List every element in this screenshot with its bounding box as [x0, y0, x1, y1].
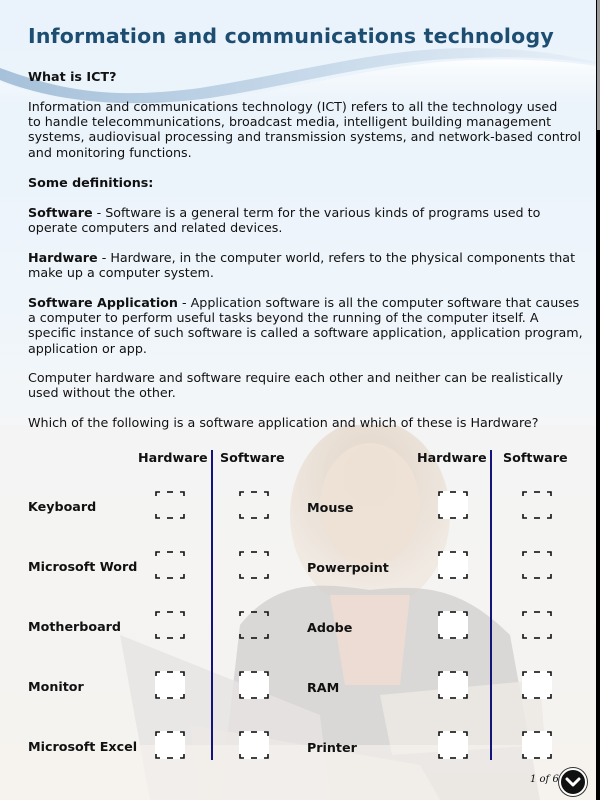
what-is-ict-paragraph: [28, 99, 583, 160]
definition-text: - Software is a general term for the various kinds of programs used to: [92, 205, 541, 220]
dashed-corners-icon: [438, 551, 468, 579]
dashed-corners-icon: [239, 671, 269, 699]
left-hardware-column-header: Hardware: [138, 450, 208, 465]
powerpoint-software-drop-box[interactable]: [522, 551, 552, 579]
microsoft-word-hardware-drop-box[interactable]: [155, 551, 185, 579]
keyboard-hardware-drop-box[interactable]: [155, 491, 185, 519]
dashed-corners-icon: [438, 671, 468, 699]
software-application-term: Software Application: [28, 295, 178, 310]
scrollbar[interactable]: [596, 0, 600, 800]
quiz-item-ram: RAM: [307, 680, 340, 695]
paragraph-line: and monitoring functions.: [28, 144, 192, 160]
quiz-question: Which of the following is a software application and which of these is Hardware?: [28, 415, 539, 430]
microsoft-excel-hardware-drop-box[interactable]: [155, 731, 185, 759]
motherboard-software-drop-box[interactable]: [239, 611, 269, 639]
dashed-corners-icon: [522, 491, 552, 519]
dashed-corners-icon: [522, 671, 552, 699]
software-definition: [28, 205, 583, 235]
what-is-ict-heading: What is ICT?: [28, 69, 117, 84]
hardware-term: Hardware: [28, 250, 98, 265]
paragraph-line: used without the other.: [28, 385, 176, 401]
software-term: Software: [28, 205, 93, 220]
keyboard-software-drop-box[interactable]: [239, 491, 269, 519]
paragraph-line: systems, audiovisual processing and transmission systems, and network-based control: [28, 129, 581, 145]
definition-text: - Hardware, in the computer world, refers to the physical components that: [97, 250, 576, 265]
ram-hardware-drop-box[interactable]: [438, 671, 468, 699]
quiz-item-printer: Printer: [307, 740, 357, 755]
next-page-button[interactable]: [559, 768, 587, 796]
dashed-corners-icon: [239, 491, 269, 519]
dashed-corners-icon: [155, 611, 185, 639]
chevron-down-icon: [565, 775, 581, 789]
dashed-corners-icon: [522, 611, 552, 639]
dashed-corners-icon: [155, 491, 185, 519]
dashed-corners-icon: [522, 551, 552, 579]
powerpoint-hardware-drop-box[interactable]: [438, 551, 468, 579]
page-indicator: 1 of 6: [530, 774, 559, 785]
dashed-corners-icon: [239, 731, 269, 759]
dashed-corners-icon: [155, 671, 185, 699]
adobe-hardware-drop-box[interactable]: [438, 611, 468, 639]
monitor-software-drop-box[interactable]: [239, 671, 269, 699]
right-software-column-header: Software: [503, 450, 568, 465]
microsoft-word-software-drop-box[interactable]: [239, 551, 269, 579]
left-column-divider: [211, 450, 213, 760]
quiz-item-powerpoint: Powerpoint: [307, 560, 389, 575]
dashed-corners-icon: [155, 731, 185, 759]
right-column-divider: [490, 450, 492, 760]
quiz-item-monitor: Monitor: [28, 679, 84, 694]
definition-text: operate computers and related devices.: [28, 220, 283, 236]
dashed-corners-icon: [438, 611, 468, 639]
quiz-item-mouse: Mouse: [307, 500, 354, 515]
definition-text: application or app.: [28, 340, 147, 356]
quiz-item-adobe: Adobe: [307, 620, 353, 635]
dashed-corners-icon: [155, 551, 185, 579]
software-application-definition: [28, 295, 583, 356]
microsoft-excel-software-drop-box[interactable]: [239, 731, 269, 759]
ram-software-drop-box[interactable]: [522, 671, 552, 699]
quiz-item-keyboard: Keyboard: [28, 499, 97, 514]
printer-software-drop-box[interactable]: [522, 731, 552, 759]
definition-text: specific instance of such software is called a software application, application program,: [28, 325, 583, 341]
dashed-corners-icon: [438, 731, 468, 759]
page-title: Information and communications technology: [28, 24, 554, 48]
hardware-definition: [28, 250, 583, 280]
dashed-corners-icon: [522, 731, 552, 759]
quiz-item-microsoft-excel: Microsoft Excel: [28, 739, 138, 754]
quiz-item-microsoft-word: Microsoft Word: [28, 559, 138, 574]
requirement-paragraph: [28, 370, 583, 400]
dashed-corners-icon: [239, 551, 269, 579]
dashed-corners-icon: [239, 611, 269, 639]
quiz-item-motherboard: Motherboard: [28, 619, 122, 634]
adobe-software-drop-box[interactable]: [522, 611, 552, 639]
definition-text: make up a computer system.: [28, 265, 214, 281]
right-hardware-column-header: Hardware: [417, 450, 487, 465]
mouse-software-drop-box[interactable]: [522, 491, 552, 519]
paragraph-line: Information and communications technology (ICT) refers to all the technology used: [28, 99, 558, 114]
dashed-corners-icon: [438, 491, 468, 519]
mouse-hardware-drop-box[interactable]: [438, 491, 468, 519]
printer-hardware-drop-box[interactable]: [438, 731, 468, 759]
definitions-heading: Some definitions:: [28, 175, 154, 190]
motherboard-hardware-drop-box[interactable]: [155, 611, 185, 639]
paragraph-line: Computer hardware and software require each other and neither can be realistically: [28, 370, 563, 385]
monitor-hardware-drop-box[interactable]: [155, 671, 185, 699]
left-software-column-header: Software: [220, 450, 285, 465]
definition-text: - Application software is all the computer software that causes: [177, 295, 580, 310]
definition-text: a computer to perform useful tasks beyond the running of the computer itself. A: [28, 310, 539, 326]
paragraph-line: to handle telecommunications, broadcast media, intelligent building management: [28, 114, 552, 130]
